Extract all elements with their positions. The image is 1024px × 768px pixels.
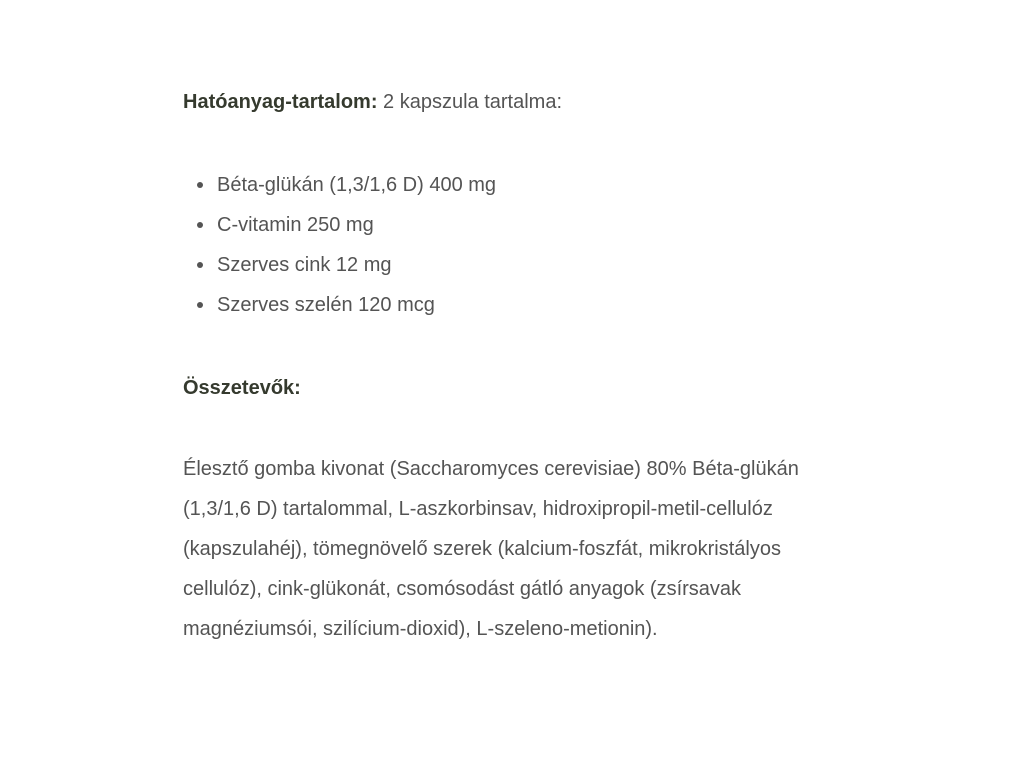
list-item (183, 245, 863, 285)
ingredients-heading: Összetevők: (183, 377, 301, 399)
list-item-text: Szerves cink 12 mg (217, 254, 392, 276)
list-item-text: C-vitamin 250 mg (217, 214, 374, 236)
list-item (183, 285, 863, 325)
ingredients-text: Élesztő gomba kivonat (Saccharomyces cerevisiae) 80% Béta-glükán (1,3/1,6 D) tartalommal, L-aszkorbinsav, hidroxipropil-metil-cellulóz (kapszulahéj), tömegnövelő szerek (kalcium-foszfát, mikrokristályos cellulóz), cink-glükonát, csomósodást gátló anyagok (zsírsavak magnéziumsói, szilícium-dioxid), L-szeleno-metionin). (183, 458, 799, 640)
bullet-icon (197, 302, 203, 308)
list-item-text: Béta-glükán (1,3/1,6 D) 400 mg (217, 174, 497, 196)
list-item (183, 165, 863, 205)
bullet-icon (197, 182, 203, 188)
product-description (183, 86, 863, 649)
list-item-text: Szerves szelén 120 mcg (217, 294, 435, 316)
active-ingredients-text: 2 kapszula tartalma: (377, 91, 563, 113)
active-ingredients-label: Hatóanyag-tartalom: (183, 91, 378, 113)
active-ingredients-list (183, 165, 863, 325)
bullet-icon (197, 222, 203, 228)
bullet-icon (197, 262, 203, 268)
active-ingredients-intro (183, 86, 863, 118)
list-item (183, 205, 863, 245)
